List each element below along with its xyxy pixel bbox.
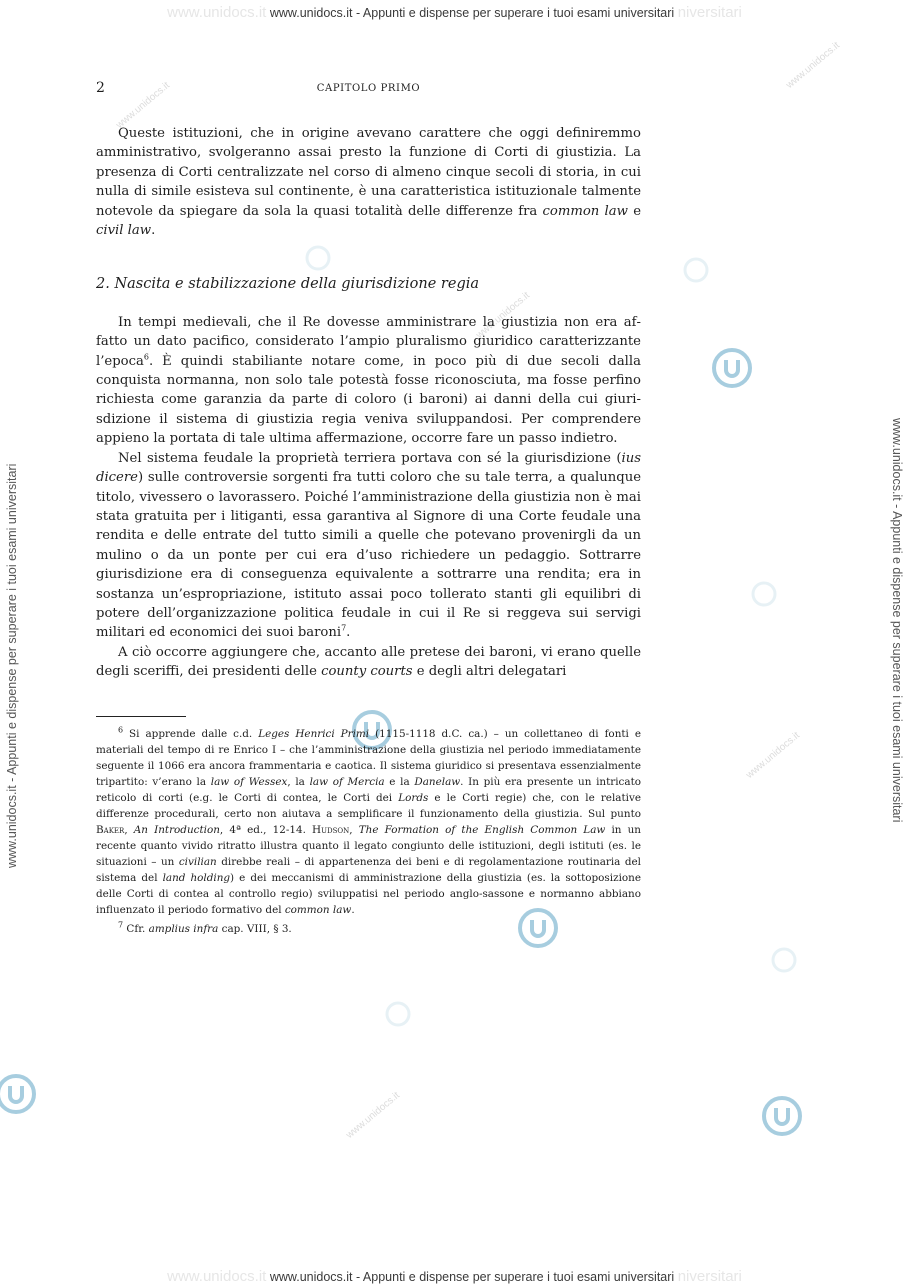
watermark-bottom [0, 1268, 909, 1285]
watermark-ghost-left: www.unidocs.it [167, 4, 267, 21]
unidocs-logo-faint-icon [770, 946, 798, 974]
watermark-ghost-left: www.unidocs.it [167, 1268, 267, 1285]
watermark-faint: www.unidocs.it [344, 1090, 402, 1141]
footnote-6: $^6$ Si apprende dalle c.d. Leges Henrici Primi (1115-1118 d.C. ca.) – un collettaneo di fonti e materiali del tempo di re Enrico I – che l’amministrazione della giustizia nel periodo immediatamente seguente il 1066 era ancora frammentaria e caotica. Il sistema giuridico si presentava essenzialmente tripartito: v’erano la law of Wessex, la law of Mercia e la Danelaw. In più era presente un intricato reticolo di corti (e.g. le Corti di contea, le Corti dei Lords e le Corti regie) che, con le relative differenze procedurali, certo non aiutava a semplificare il funzionamento della giustizia. Sul punto Baker, An Introduction, 4ª ed., 12-14. Hudson, The Formation of the English Common Law in un recente quanto vivido ritratto illustra quanto il legato congiunto delle istituzioni, degli istituti (es. le situazioni – un civilian direbbe reali – di appartenenza dei beni e di regolamentazione routinaria del sistema del land holding) e dei meccanismi di amministrazione della giustizia (es. la sottoposizione delle Corti di contea al controllo regio) sviluppatisi nel periodo anglo-sassone e normanno abbiano influenzato il periodo formativo del common law. [96, 725, 642, 916]
paragraph-4: A ciò occorre aggiungere che, accanto alle pretese dei baroni, vi erano quelle degli sceriffi, dei presidenti delle county courts e degli altri delegatari [96, 644, 641, 680]
watermark-top-text: www.unidocs.it - Appunti e dispense per superare i tuoi esami universitari [269, 6, 675, 20]
watermark-faint: www.unidocs.it [744, 730, 802, 781]
unidocs-logo-icon [760, 1094, 804, 1138]
unidocs-logo-faint-icon [750, 580, 778, 608]
watermark-ghost-right: niversitari [677, 4, 742, 21]
body-text [96, 124, 641, 682]
section-heading: 2. Nascita e stabilizzazione della giurisdizione regia [96, 276, 480, 293]
watermark-faint: www.unidocs.it [114, 80, 172, 131]
page-number: 2 [96, 80, 105, 96]
watermark-bottom-text: www.unidocs.it - Appunti e dispense per superare i tuoi esami universitari [269, 1270, 675, 1284]
paragraph-2: In tempi medievali, che il Re dovesse amministrare la giustizia non era affatto un dato pacifico, considerato l’ampio pluralismo giuridico caratterizzante l’epoca$^6$. È quindi stabiliante notare come, in poco più di due secoli dalla conquista normanna, non solo tale potestà fosse riconosciuta, ma fosse perfino richiesta come garanzia da parte di coloro (i baroni) ai danni della cui giurisdizione il sistema di giustizia regia veniva sviluppandosi. Per comprendere appieno la portata di tale ultima affermazione, occorre fare un passo indietro. [96, 314, 641, 447]
watermark-faint: www.unidocs.it [474, 290, 532, 341]
watermark-top [0, 4, 909, 21]
footnotes [96, 726, 641, 937]
footnote-ref-6[interactable]: 6 [143, 352, 149, 362]
unidocs-logo-faint-icon [384, 1000, 412, 1028]
footnote-7: $^7$ Cfr. amplius infra cap. VIII, § 3. [118, 920, 292, 935]
unidocs-logo-icon [710, 346, 754, 390]
footnote-ref-7[interactable]: 7 [341, 623, 347, 633]
unidocs-logo-icon [0, 1072, 38, 1116]
watermark-left: www.unidocs.it - Appunti e dispense per superare i tuoi esami universitari [5, 463, 19, 868]
watermark-faint: www.unidocs.it [784, 40, 842, 91]
paragraph-3: Nel sistema feudale la proprietà terriera portava con sé la giurisdizione (ius dicere) sulle controversie sorgenti fra tutti coloro che su tale terra, a qualunque titolo, vivessero o lavorassero. Poiché l’amministrazione della giustizia non è mai stata gratuita per i litiganti, essa garantiva al Signore di una Corte feudale una rendita e delle entrate del tutto simili a quelle che potevano provenirgli da un mulino o da un ponte per cui era d’uso richiedere un pedaggio. Sottrarre giurisdizione era di conseguenza equivalente a sottrarre una rendita; era in sostanza un’espropriazione, istituto assai poco tollerato stanti gli equilibri di potere dell’organizzazione politica feudale in cui il Re si reggeva sui servigi militari ed economici dei suoi baroni$^7$. [96, 450, 641, 641]
unidocs-logo-faint-icon [682, 256, 710, 284]
watermark-ghost-right: niversitari [677, 1268, 742, 1285]
paragraph-1: Queste istituzioni, che in origine avevano carattere che oggi definiremmo amministrativo, svolgeranno assai presto la funzione di Corti di giustizia. La presenza di Corti centralizzate nel corso di almeno cinque secoli di storia, in cui nulla di simile esisteva sul continente, è una caratteristica istituzionale talmente notevole da spiegare da sola la quasi totalità delle differenze fra common law e civil law. [96, 126, 641, 239]
page-header [96, 80, 641, 100]
footnote-divider [96, 716, 186, 717]
running-head: CAPITOLO PRIMO [316, 83, 421, 94]
watermark-right: www.unidocs.it - Appunti e dispense per superare i tuoi esami universitari [890, 418, 904, 823]
